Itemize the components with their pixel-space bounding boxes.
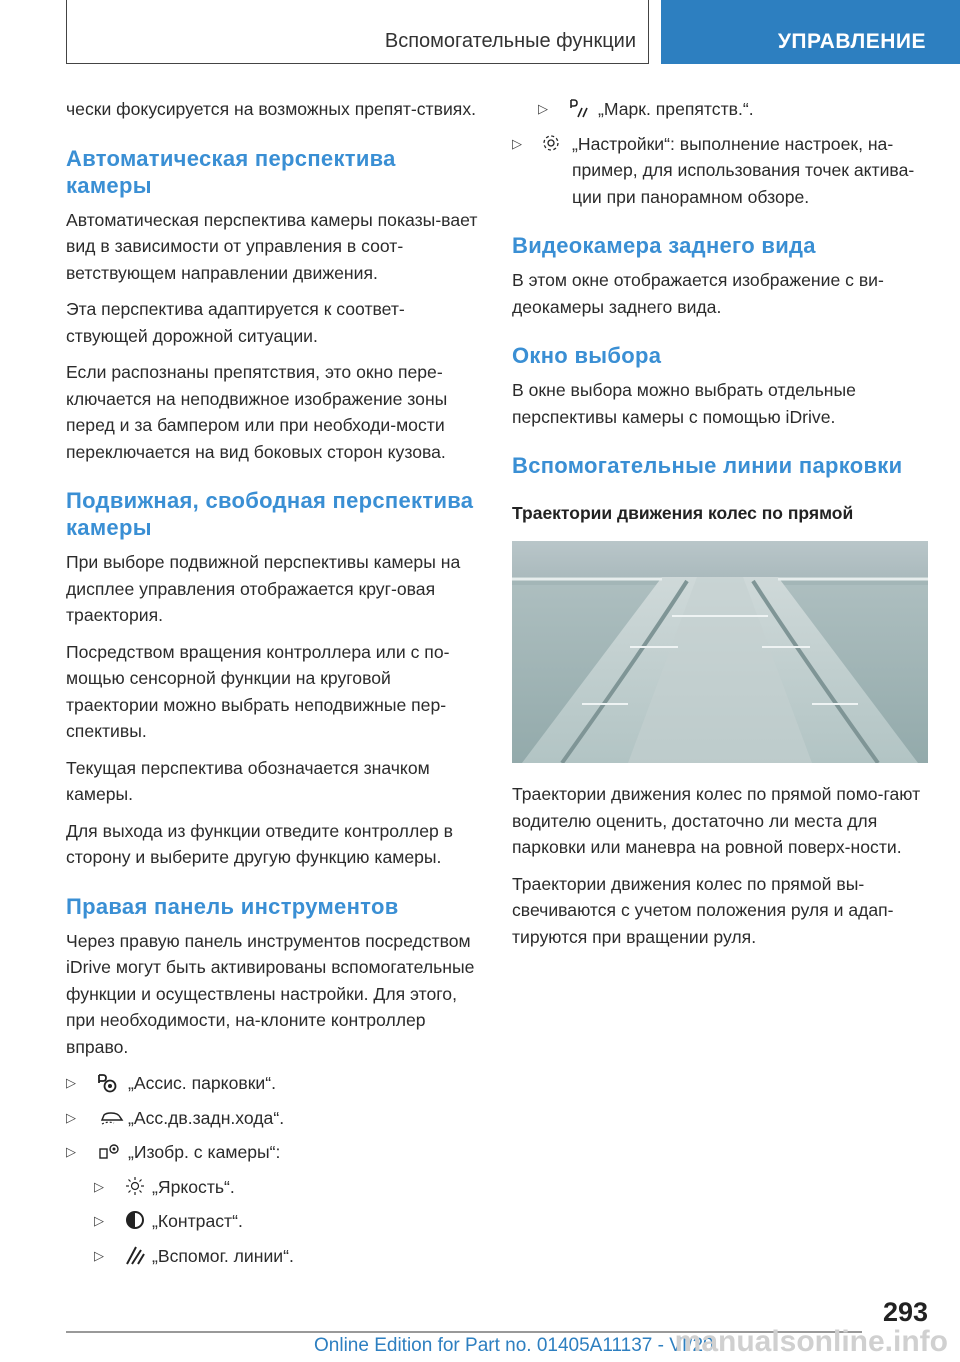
road-trajectory-illustration: [512, 541, 928, 763]
heading-auto-perspective: Автоматическая перспектива камеры: [66, 145, 396, 198]
paragraph-rear-camera: В этом окне отображается изображение с ви-деокамеры заднего вида.: [512, 270, 884, 317]
list-item-obstacle-marking: [512, 96, 932, 123]
header-section-box: [66, 0, 649, 64]
header-section-title: Вспомогательные функции: [384, 30, 636, 52]
paragraph-lines-1: Траектории движения колес по прямой помо-гают водителю оценить, достаточно ли места для парковки или маневра на ровной поверх-ности.: [512, 784, 921, 857]
paragraph-auto-1: Автоматическая перспектива камеры показы-вает вид в зависимости от управления в соот-ветствующем направлении движения.: [66, 209, 478, 283]
bullet-triangle-icon: ▷: [94, 1213, 104, 1228]
left-column: [66, 96, 486, 1277]
list-item-reverse-assist: [66, 1105, 486, 1132]
paragraph-lines-2: Траектории движения колес по прямой вы-свечиваются с учетом положения руля и адап-тируются при вращении руля.: [512, 873, 894, 947]
paragraph-selection-window: В окне выбора можно выбрать отдельные перспективы камеры с помощью iDrive.: [512, 380, 856, 427]
guide-lines-icon: [124, 1244, 146, 1266]
obstacle-marking-icon: [568, 97, 590, 119]
header-chapter-title: УПРАВЛЕНИЕ: [777, 30, 926, 53]
paragraph-free-2: Посредством вращения контроллера или с по-мощью сенсорной функции на круговой траектории можно выбрать неподвижные пер-спективы.: [66, 641, 450, 741]
list-item-camera-image: [66, 1139, 486, 1166]
paragraph-right-toolbar: Через правую панель инструментов посредством iDrive могут быть активированы вспомогательные функции и осуществлены настройки. Для этого, при необходимости, на-клоните контроллер вправо.: [66, 930, 475, 1057]
bullet-triangle-icon: ▷: [94, 1247, 104, 1263]
paragraph-free-3: Текущая перспектива обозначается значком камеры.: [66, 757, 430, 804]
bullet-triangle-icon: ▷: [94, 1178, 104, 1194]
list-item-contrast: [66, 1208, 486, 1235]
reverse-assist-car-icon: [96, 1106, 126, 1128]
heading-right-toolbar: Правая панель инструментов: [66, 893, 399, 919]
subheading-straight-trajectories: Траектории движения колес по прямой: [512, 503, 854, 523]
header-chapter-box: [661, 0, 960, 64]
list-item-text: „Асс.дв.задн.хода“.: [128, 1107, 285, 1128]
park-assist-icon: [96, 1071, 118, 1093]
list-item-text: „Ассис. парковки“.: [128, 1073, 276, 1093]
contrast-icon: [124, 1209, 146, 1231]
intro-paragraph: чески фокусируется на возможных препят-ствиях.: [66, 99, 476, 119]
watermark-logo: manualsonline.info: [674, 1325, 948, 1358]
paragraph-free-1: При выборе подвижной перспективы камеры на дисплее управления отображается круг-овая траектория.: [66, 552, 461, 625]
paragraph-free-4: Для выхода из функции отведите контроллер в сторону и выберите другую функцию камеры.: [66, 820, 454, 867]
list-item-text: „Марк. препятств.“.: [598, 99, 754, 119]
right-column: [512, 96, 932, 960]
paragraph-auto-3: Если распознаны препятствия, это окно пере-ключается на неподвижное изображение зоны перед и за бампером или при необходи-мости переключается на вид боковых сторон кузова.: [66, 362, 448, 462]
list-item-text: „Вспомог. линии“.: [152, 1245, 294, 1266]
footer-edition: Online Edition for Part no. 01405A11137 - VI/20: [314, 1335, 714, 1356]
bullet-triangle-icon: ▷: [538, 101, 548, 116]
list-item-guide-lines: [66, 1243, 486, 1270]
bullet-triangle-icon: ▷: [66, 1109, 76, 1125]
gear-icon: [540, 132, 562, 154]
bullet-triangle-icon: ▷: [66, 1144, 76, 1159]
paragraph-auto-2: Эта перспектива адаптируется к соответ-ствующей дорожной ситуации.: [66, 299, 405, 346]
bullet-triangle-icon: ▷: [512, 135, 522, 151]
brightness-sun-icon: [124, 1175, 146, 1197]
list-item-text: „Изобр. с камеры“:: [128, 1142, 281, 1162]
camera-settings-icon: [96, 1140, 124, 1162]
list-item-text: „Яркость“.: [152, 1176, 235, 1197]
heading-selection-window: Окно выбора: [512, 343, 662, 368]
list-item-park-assist: [66, 1070, 486, 1097]
list-item-settings: [512, 131, 932, 211]
list-item-brightness: [66, 1174, 486, 1201]
list-item-text: „Контраст“.: [152, 1211, 243, 1231]
heading-parking-lines: Вспомогательные линии парковки: [512, 453, 903, 478]
heading-rear-camera: Видеокамера заднего вида: [512, 233, 816, 258]
heading-free-perspective: Подвижная, свободная перспектива камеры: [66, 488, 474, 540]
page-number: 293: [882, 1297, 928, 1327]
list-item-text: „Настройки“: выполнение настроек, на-пример, для использования точек актива-ции при панорамном обзоре.: [572, 133, 915, 207]
bullet-triangle-icon: ▷: [66, 1075, 76, 1090]
